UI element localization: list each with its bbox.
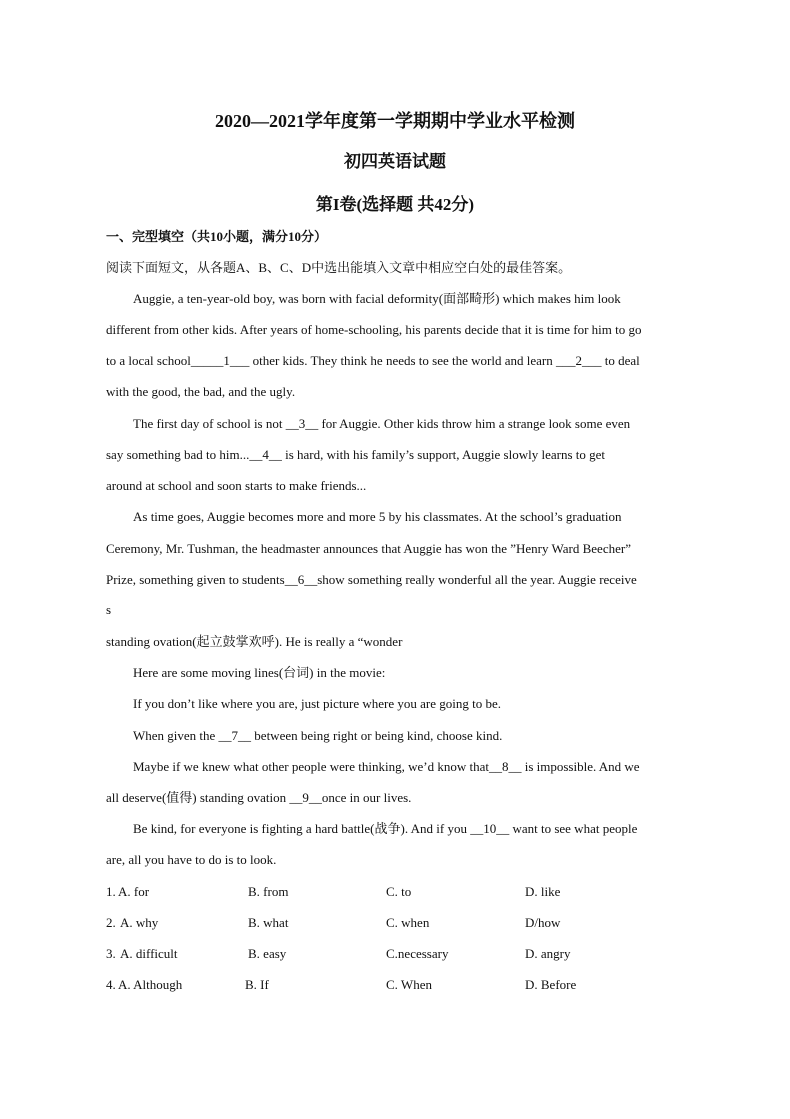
passage-line: with the good, the bad, and the ugly. — [106, 384, 296, 399]
passage-line: different from other kids. After years of home-schooling, his parents decide that it is time for him to go — [106, 322, 642, 337]
option-c: C. When — [386, 977, 432, 992]
option-b: B. If — [245, 977, 269, 992]
passage-line: all deserve(值得) standing ovation __9__once in our lives. — [106, 790, 412, 805]
option-b: B. what — [248, 915, 289, 930]
passage-line: Here are some moving lines(台词) in the movie: — [133, 665, 386, 680]
section-instruction: 阅读下面短文，从各题A、B、C、D中选出能填入文章中相应空白处的最佳答案。 — [106, 260, 572, 275]
question-number: 2. — [106, 915, 116, 930]
passage-line: The first day of school is not __3__ for Auggie. Other kids throw him a strange look some even — [133, 416, 631, 431]
volume-heading: 第I卷(选择题 共42分) — [315, 195, 475, 214]
passage-line: Be kind, for everyone is fighting a hard battle(战争). And if you __10__ want to see what people — [133, 821, 638, 836]
option-b: B. easy — [248, 946, 287, 961]
exam-title: 2020—2021学年度第一学期期中学业水平检测 — [215, 111, 575, 131]
passage-line: Prize, something given to students__6__show something really wonderful all the year. Auggie receive — [106, 572, 637, 587]
section-heading: 一、完型填空（共10小题，满分10分） — [106, 229, 328, 244]
passage-line: standing ovation(起立鼓掌欢呼). He is really a “wonder — [106, 634, 403, 649]
passage-line: around at school and soon starts to make friends... — [106, 478, 367, 493]
question-number: 3. — [106, 946, 116, 961]
passage-line: As time goes, Auggie becomes more and more 5 by his classmates. At the school’s graduation — [133, 509, 622, 524]
option-c: C. to — [386, 884, 412, 899]
option-a: A. difficult — [120, 946, 178, 961]
option-d: D. like — [525, 884, 561, 899]
option-d: D. Before — [525, 977, 577, 992]
option-a: A. for — [118, 884, 150, 899]
passage-line: When given the __7__ between being right or being kind, choose kind. — [133, 728, 503, 743]
passage-line: say something bad to him...__4__ is hard, with his family’s support, Auggie slowly learns to get — [106, 447, 606, 462]
option-d: D. angry — [525, 946, 571, 961]
passage-line: Auggie, a ten-year-old boy, was born with facial deformity(面部畸形) which makes him look — [133, 291, 621, 306]
option-c: C. when — [386, 915, 430, 930]
passage-line: to a local school_____1___ other kids. They think he needs to see the world and learn ___2___ to deal — [106, 353, 640, 368]
question-number: 1. — [106, 884, 116, 899]
exam-subtitle: 初四英语试题 — [344, 152, 446, 171]
passage-line: Ceremony, Mr. Tushman, the headmaster announces that Auggie has won the ”Henry Ward Beecher” — [106, 541, 631, 556]
passage-line: Maybe if we knew what other people were thinking, we’d know that__8__ is impossible. And we — [133, 759, 640, 774]
passage-line: s — [106, 602, 112, 617]
option-a: A. Although — [118, 977, 183, 992]
option-c: C.necessary — [386, 946, 449, 961]
option-a: A. why — [120, 915, 159, 930]
question-number: 4. — [106, 977, 116, 992]
option-b: B. from — [248, 884, 289, 899]
passage-line: If you don’t like where you are, just picture where you are going to be. — [133, 696, 501, 711]
passage-line: are, all you have to do is to look. — [106, 852, 277, 867]
option-d: D/how — [525, 915, 561, 930]
